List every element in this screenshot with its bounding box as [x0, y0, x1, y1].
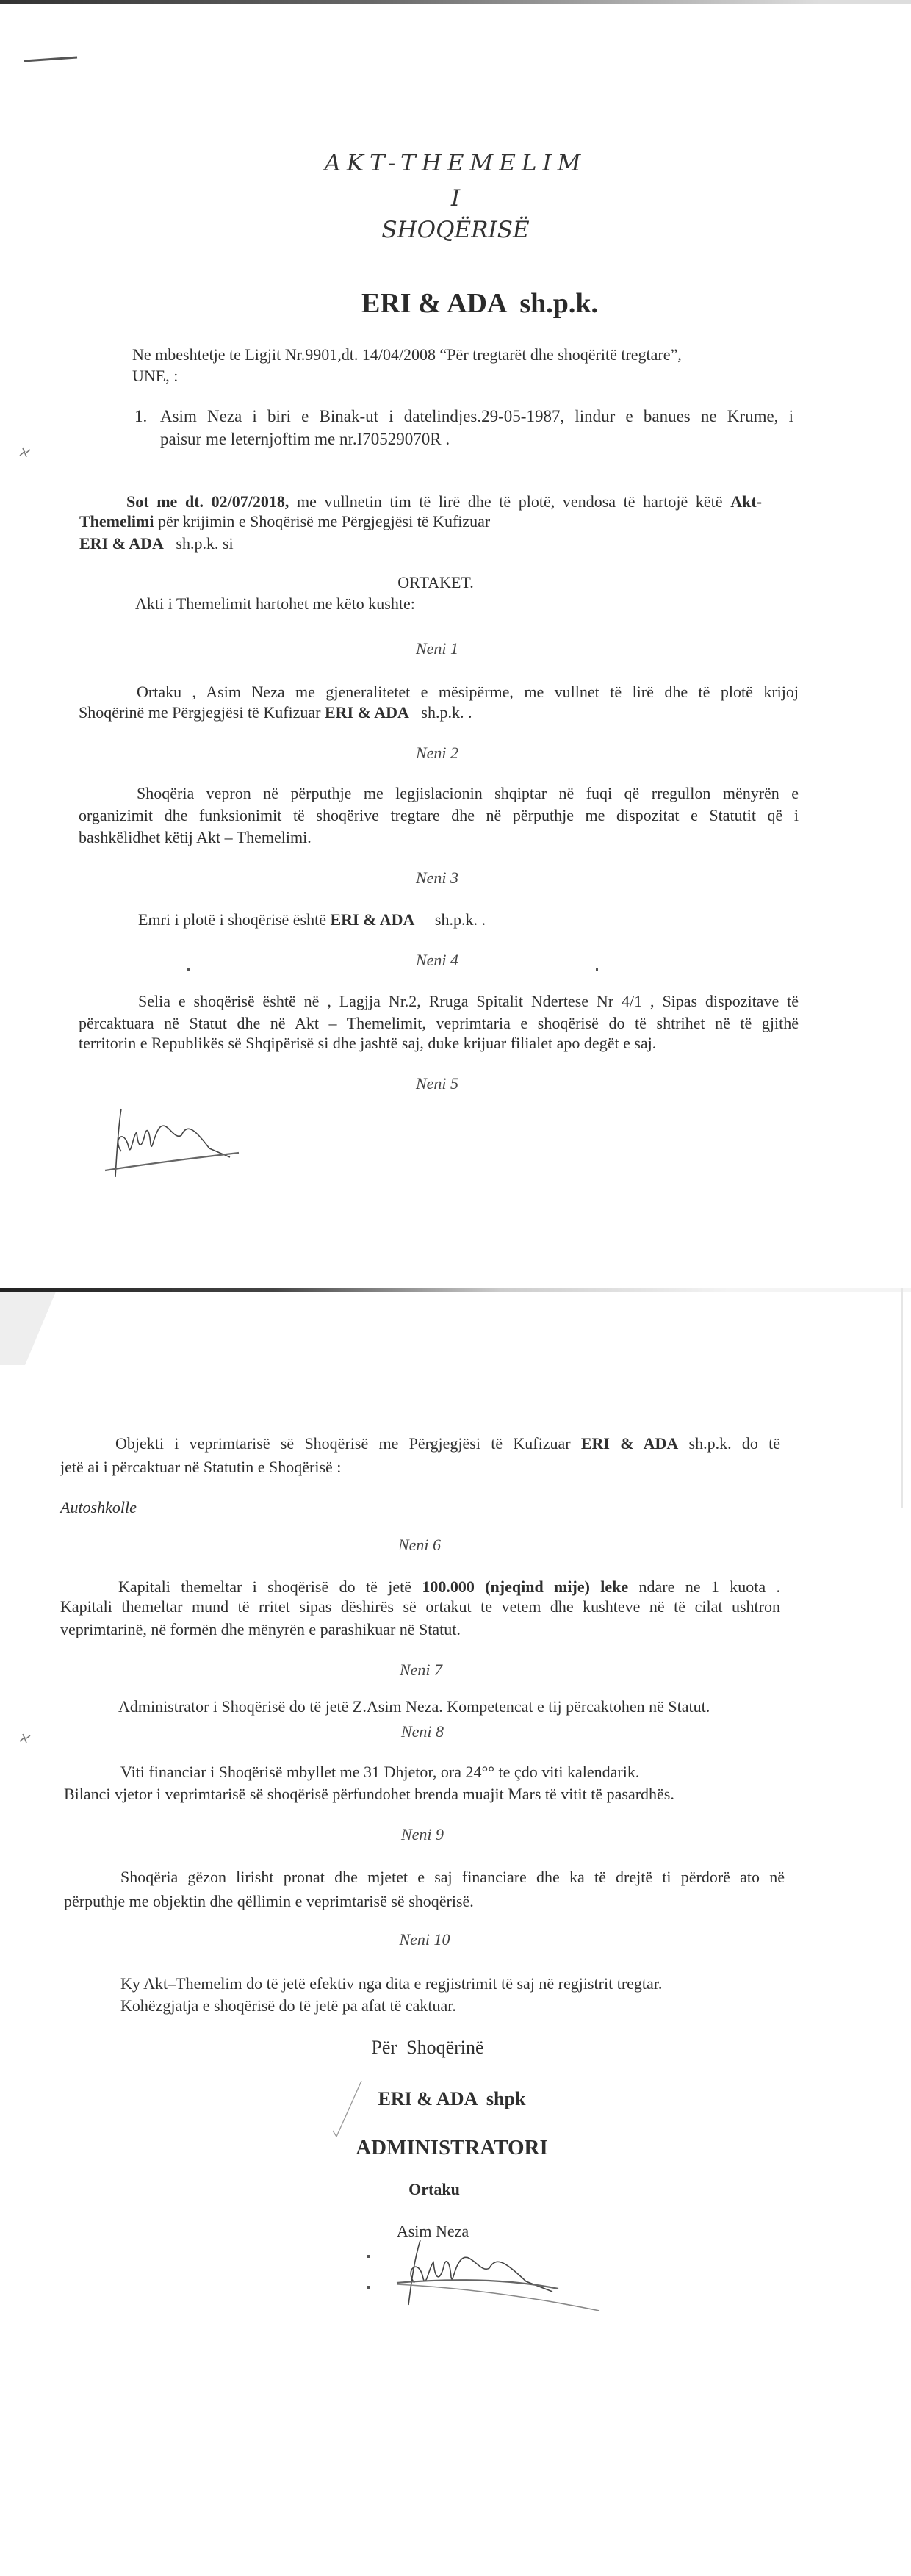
activity-autoshkolle: Autoshkolle	[60, 1498, 137, 1517]
article-heading-5: Neni 5	[415, 1074, 459, 1093]
declaration-line-3: ERI & ADA sh.p.k. si	[79, 534, 234, 553]
founder-line-2: paisur me leternjoftim me nr.I70529070R .	[160, 430, 450, 448]
article-heading-2: Neni 2	[415, 744, 459, 762]
article-9-line-2: përputhje me objektin dhe qëllimin e veprimtarisë së shoqërisë.	[64, 1892, 474, 1910]
article-heading-10: Neni 10	[399, 1930, 450, 1949]
article-6-line-3: veprimtarinë, në formën dhe mënyrën e parashikuar në Statut.	[60, 1620, 461, 1638]
partners-heading: ORTAKET.	[397, 573, 474, 591]
article-heading-6: Neni 6	[397, 1536, 442, 1554]
scan-right-edge	[901, 1288, 903, 1508]
article-6-line-2: Kapitali themeltar mund të rritet sipas dëshirës së ortakut te vetem dhe kushteve në të cilat ushtron	[60, 1597, 780, 1616]
article-2-line-1: Shoqëria vepron në përputhje me legjislacionin shqiptar në fuqi që rregullon mënyrën e	[137, 784, 799, 802]
article-heading-9: Neni 9	[400, 1825, 444, 1843]
title-akt-themelim: AKT-THEMELIM	[324, 150, 587, 176]
conditions-intro: Akti i Themelimit hartohet me këto kushte:	[135, 594, 415, 613]
scan-dot	[367, 2255, 370, 2258]
declaration-line-1: Sot me dt. 02/07/2018, me vullnetin tim të lirë dhe të plotë, vendosa të hartojë këtë Akt-	[126, 492, 762, 511]
article-3-text: Emri i plotë i shoqërisë është ERI & ADA sh.p.k. .	[138, 910, 486, 929]
article-5-line-2: jetë ai i përcaktuar në Statutin e Shoqërisë :	[60, 1458, 342, 1476]
article-heading-7: Neni 7	[399, 1661, 443, 1679]
signoff-name: Asim Neza	[396, 2222, 469, 2240]
article-4-line-1: Selia e shoqërisë është në , Lagjja Nr.2, Rruga Spitalit Ndertese Nr 4/1 , Sipas dispozitave të	[138, 992, 799, 1010]
article-8-line-1: Viti financiar i Shoqërisë mbyllet me 31 Dhjetor, ora 24°° te çdo viti kalendarik.	[120, 1763, 640, 1781]
article-heading-3: Neni 3	[415, 868, 459, 887]
article-1-line-2: Shoqërinë me Përgjegjësi të Kufizuar ERI & ADA sh.p.k. .	[79, 703, 472, 722]
article-heading-4: Neni 4	[415, 951, 459, 969]
pen-dash-mark	[22, 54, 81, 65]
founder-line-1: Asim Neza i biri e Binak-ut i datelindjes.29-05-1987, lindur e banues ne Krume, i	[160, 407, 793, 425]
article-5-line-1: Objekti i veprimtarisë së Shoqërisë me Përgjegjësi të Kufizuar ERI & ADA sh.p.k. do të	[115, 1434, 780, 1453]
article-7-text: Administrator i Shoqërisë do të jetë Z.Asim Neza. Kompetencat e tij përcaktohen në Statut.	[118, 1697, 710, 1716]
article-2-line-3: bashkëlidhet këtij Akt – Themelimi.	[79, 828, 312, 846]
signoff-role: ADMINISTRATORI	[356, 2136, 548, 2159]
scan-dot	[596, 968, 598, 971]
margin-mark-icon	[18, 1731, 32, 1746]
scan-dot	[367, 2286, 370, 2289]
company-title: ERI & ADA sh.p.k.	[361, 288, 599, 319]
article-4-line-2: përcaktuara në Statut dhe në Akt – Themelimit, veprimtaria e shoqërisë do të shtrihet në të gjithë	[79, 1014, 799, 1032]
une-label: UNE, :	[132, 367, 179, 385]
article-1-line-1: Ortaku , Asim Neza me gjeneralitetet e mësipërme, me vullnet të lirë dhe të plotë krijoj	[137, 683, 799, 701]
scan-dot	[187, 968, 190, 971]
title-shoqerise: SHOQËRISË	[381, 217, 530, 243]
signoff-for-company: Për Shoqërinë	[371, 2037, 484, 2058]
article-8-line-2: Bilanci vjetor i veprimtarisë së shoqërisë përfundohet brenda muajit Mars të vitit të pasardhës.	[64, 1785, 674, 1803]
signature-page-2	[382, 2237, 602, 2311]
article-heading-1: Neni 1	[415, 639, 459, 658]
article-4-line-3: territorin e Republikës së Shqipërisë si dhe jashtë saj, duke krijuar filialet apo degët e saj.	[79, 1034, 657, 1052]
founder-number: 1.	[134, 407, 148, 425]
article-heading-8: Neni 8	[400, 1722, 444, 1741]
article-2-line-2: organizimit dhe funksionimit të shoqërive tregtare dhe në përputhje me dispozitat e Statutit që i	[79, 806, 799, 824]
signoff-partner-label: Ortaku	[408, 2180, 460, 2198]
declaration-line-2: Themelimi për krijimin e Shoqërisë me Përgjegjësi të Kufizuar	[79, 512, 491, 530]
title-i: I	[450, 185, 461, 212]
margin-mark-icon	[18, 445, 32, 460]
scan-top-edge	[0, 1288, 911, 1292]
signoff-company: ERI & ADA shpk	[378, 2088, 526, 2109]
article-6-line-1: Kapitali themeltar i shoqërisë do të jetë 100.000 (njeqind mije) leke ndare ne 1 kuota .	[118, 1577, 780, 1596]
article-10-line-2: Kohëzgjatja e shoqërisë do të jetë pa afat të caktuar.	[120, 1996, 456, 2015]
legal-basis: Ne mbeshtetje te Ligjit Nr.9901,dt. 14/04/2008 “Për tregtarët dhe shoqëritë tregtare”,	[132, 345, 682, 364]
signature-page-1	[99, 1106, 242, 1179]
scan-shadow	[0, 1292, 59, 1365]
article-10-line-1: Ky Akt–Themelim do të jetë efektiv nga dita e regjistrimit të saj në regjistrit tregtar.	[120, 1974, 663, 1993]
article-9-line-1: Shoqëria gëzon lirisht pronat dhe mjetet e saj financiare dhe ka të drejtë ti përdorë ato në	[120, 1868, 785, 1886]
scan-top-edge	[0, 0, 911, 4]
